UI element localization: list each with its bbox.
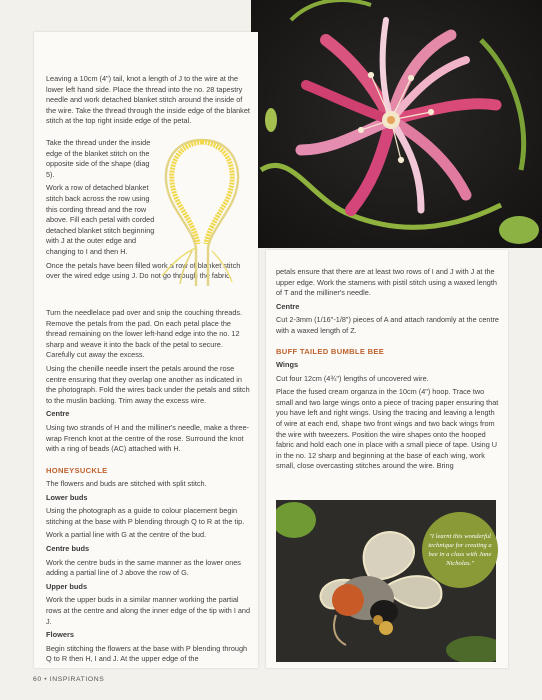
subheading-wings: Wings [276, 360, 299, 369]
needlelace-petal-photo [152, 136, 254, 288]
wire-petal-illustration [152, 136, 254, 288]
subheading-flowers: Flowers [46, 630, 74, 640]
subheading-centre: Centre [276, 301, 300, 311]
heading-bumble-bee: BUFF TAILED BUMBLE BEE [276, 347, 385, 356]
embroidered-flower-photo [251, 0, 542, 248]
pull-quote: "I learnt this wonderful technique for creating a bee in a class with Jane Nicholas." [422, 512, 498, 588]
subheading-lower-buds: Lower buds [46, 492, 88, 502]
paragraph: Leaving a 10cm (4") tail, knot a length of J to the wire at the lower left hand side. Place the thread into the no. 28 tapestry needle and work detached blanket stitch around the inside of the wire. Take the thread through the inside edge of the blanket stitch at the top right inside edge of the petal. [46, 74, 250, 126]
bee-text: Wings Cut four 12cm (4¾") lengths of uncovered wire. Place the fused cream organza in the 10cm (4") hoop. Trace two small and two large wings onto a piece of tracing paper ensuring that you have left and right wings. Using the tracing and leaving a length of wire at each end, shape two front wings and two back wings from the wire with tweezers. Position the wire shapes onto the hooped fabric and hold each one in place with a small piece of tape. Using U in the no. 12 sharp and beginning at the base of each wing, work small, close overcasting stitches around the wire. Bring [276, 360, 502, 475]
flower-illustration [251, 0, 542, 248]
subheading-centre: Centre [46, 409, 70, 419]
paragraph: Take the thread under the inside edge of the blanket stitch on the opposite side of the shape (diag 5). Work a row of detached blanket stitch back across the row using this cording thread and the row above. Fill each petal with corded detached blanket stitch beginning with J at the outer edge and changing to I and then H. Once the petals have been filled work a row of blanket stitch over the wired edge using J. Do not go through the fabric. [46, 138, 241, 281]
right-text: petals ensure that there are at least two rows of I and J with J at the upper edge. Work the stamens with pistil stitch using a waxed length of T and the milliner's needle. Centre Cut 2-3mm (1/16"-1/8") pieces of A and attach randomly at the centre with a waxed length of Z. [276, 267, 502, 340]
honeysuckle-text: The flowers and buds are stitched with split stitch. Lower buds Using the photograph as a guide to colour placement begin stitching at the base with P blending through Q to R at the tip. Work a partial line with G at the centre of the bud. Centre buds Work the centre buds in the same manner as the lower ones adding a partial line of J above the row of G. Upper buds Work the upper buds in a similar manner working the partial rows at the centre and along the inner edge of the tip with I and J. Flowers Begin stitching the flowers at the base with P blending through Q to R then H, I and J. At the upper edge of the [46, 479, 251, 664]
paragraph: Turn the needlelace pad over and snip the couching threads. Remove the petals from the pad. On each petal place the thread remaining on the lower left-hand edge into the no. 12 sharp and weave it into the back of the petal to secure. Carefully cut away the excess. Using the chenille needle insert the petals around the rose centre ensuring that they overlap one another as indicated in the photograph. Fold the wires back under the petals and stitch to the muslin backing. Trim away the excess wire. Centre Using two strands of H and the milliner's needle, make a three-wrap French knot at the centre of the rose. Surround the knot with a ring of beads (AC) attached with H. [46, 308, 252, 458]
subheading-centre-buds: Centre buds [46, 543, 90, 553]
page-footer: 60 • INSPIRATIONS [33, 676, 105, 683]
subheading-upper-buds: Upper buds [46, 581, 88, 591]
heading-honeysuckle: HONEYSUCKLE [46, 466, 108, 475]
